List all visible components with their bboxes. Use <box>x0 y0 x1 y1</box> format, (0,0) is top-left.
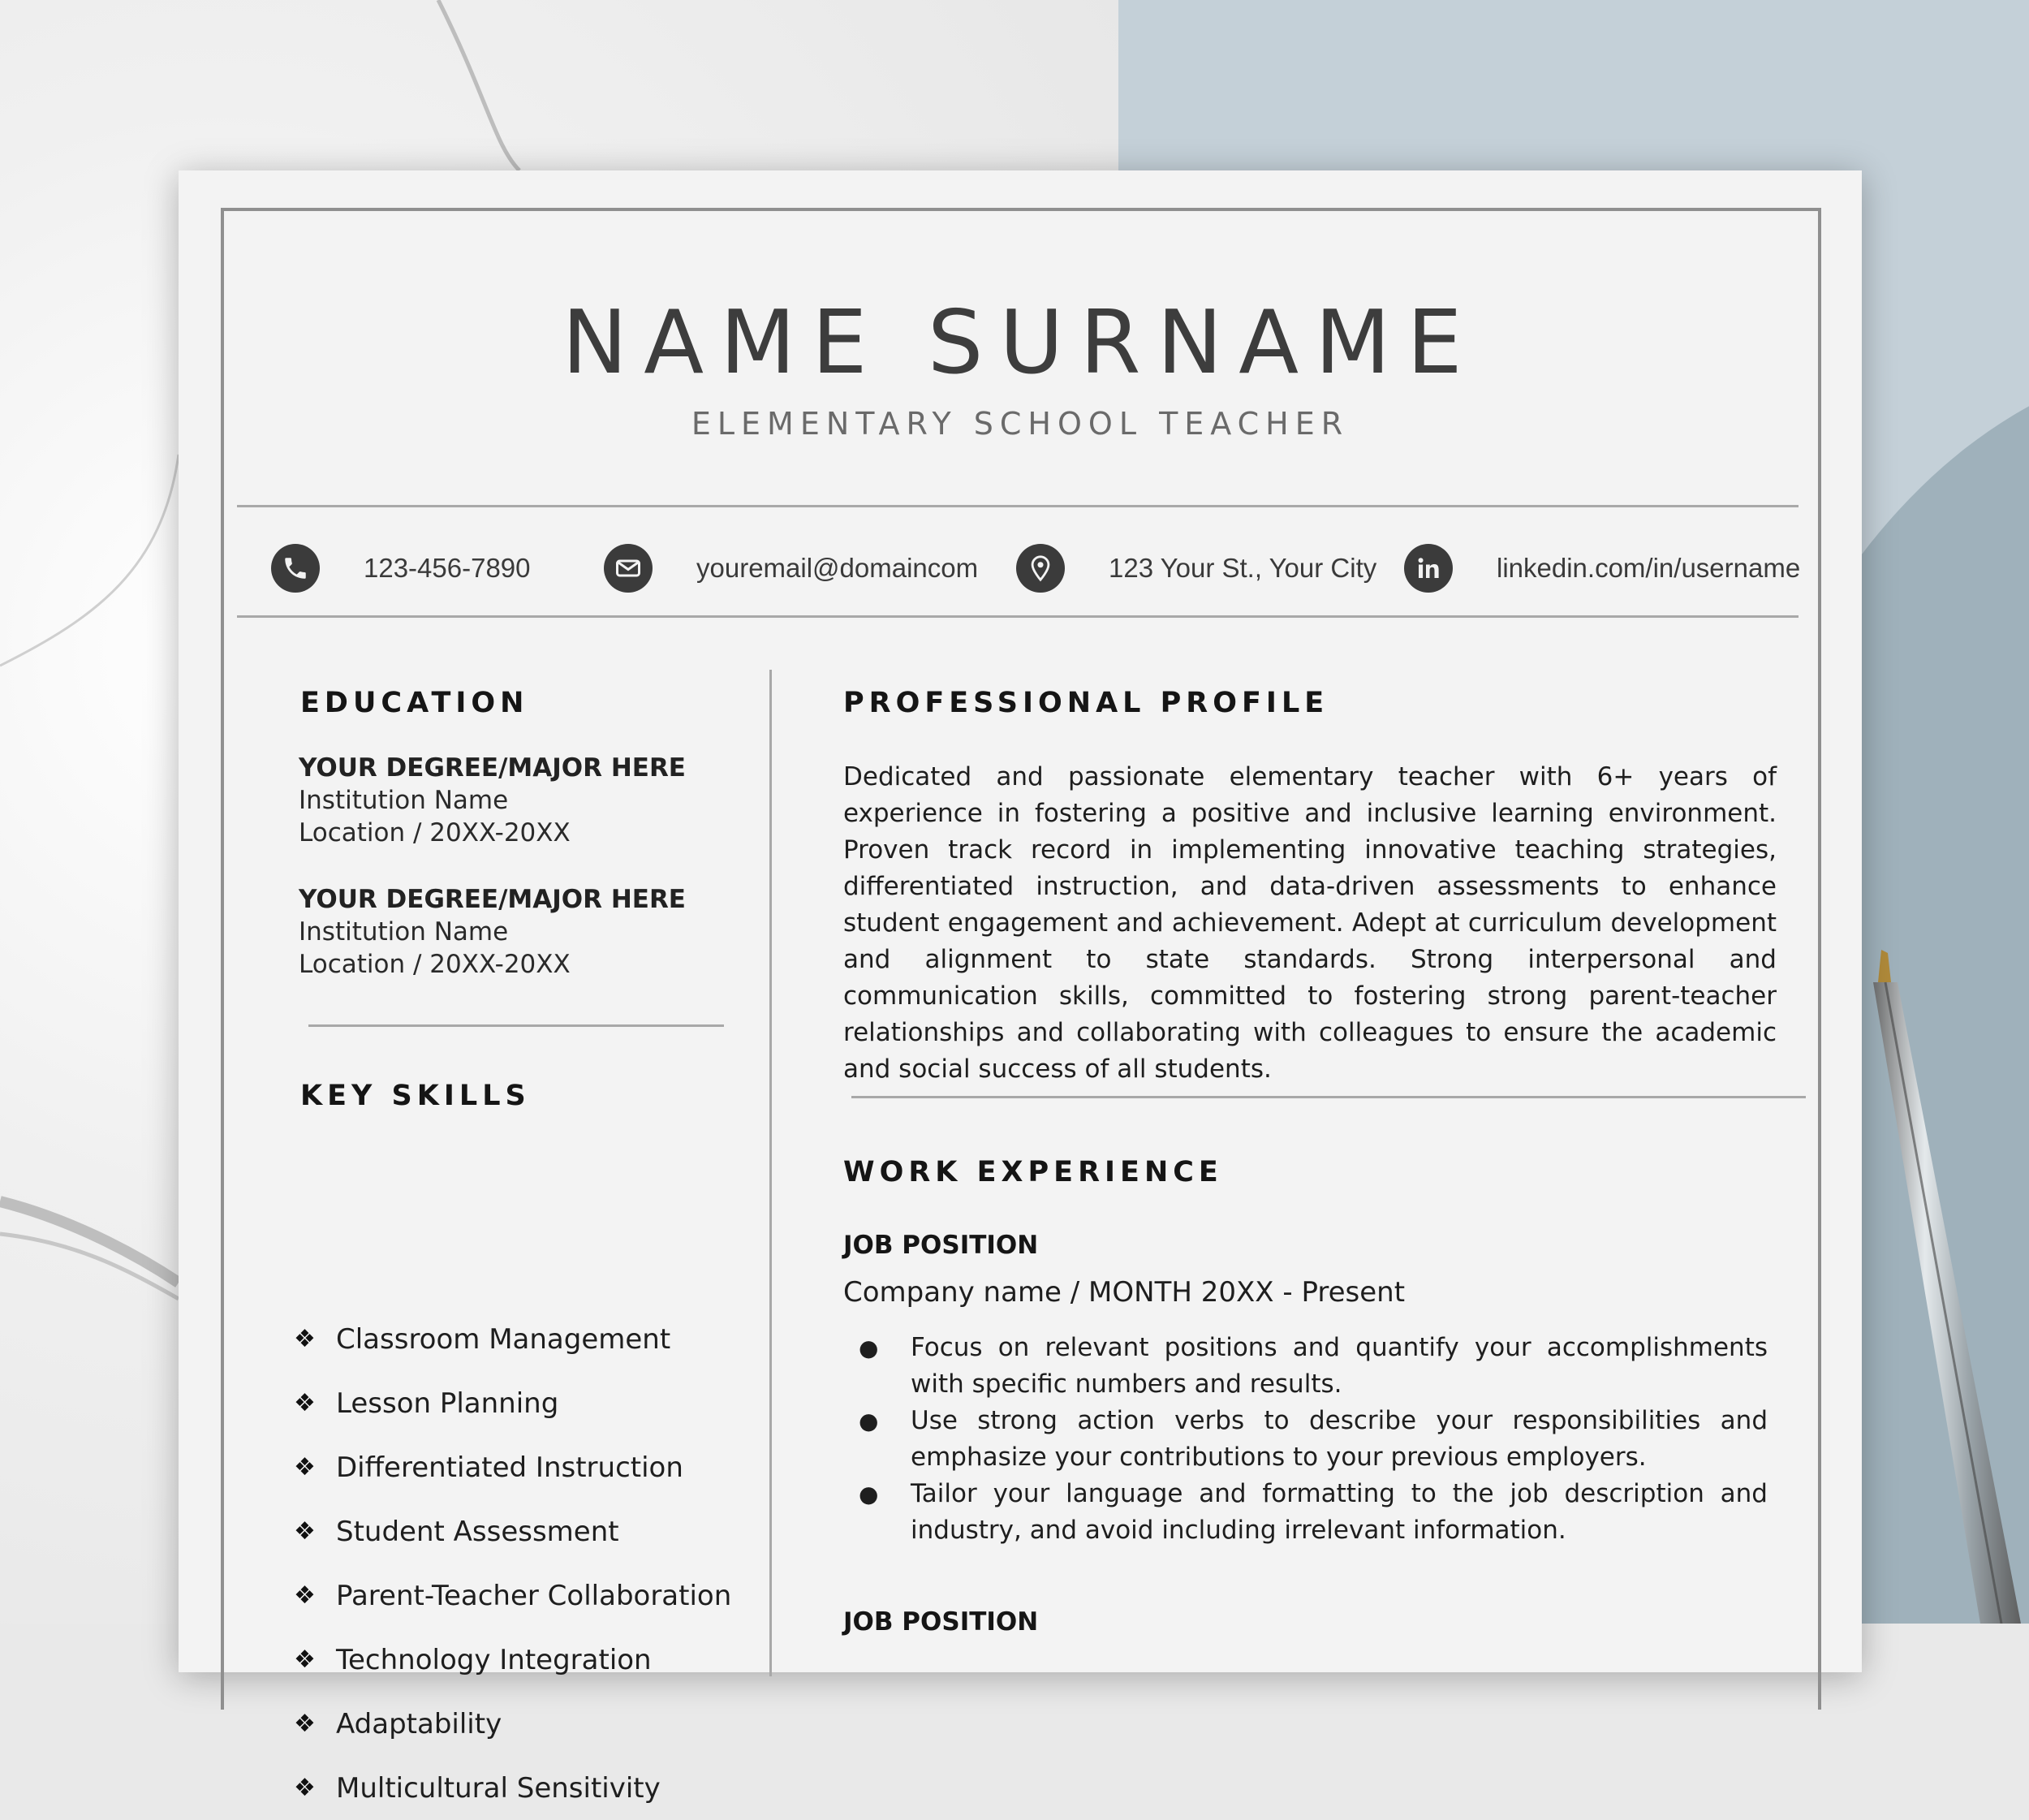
contact-email[interactable] <box>604 536 978 601</box>
skill-label: Classroom Management <box>336 1322 671 1356</box>
duty-item <box>859 1330 1768 1403</box>
skill-item <box>294 1628 731 1692</box>
skills-list <box>294 1307 731 1820</box>
education-location: Location / 20XX-20XX <box>299 950 571 979</box>
resume-name: NAME SURNAME <box>562 292 1479 394</box>
duty-text: Focus on relevant positions and quantify your accomplishments with specific numbers and results. <box>911 1333 1768 1399</box>
diamond-bullet-icon: ❖ <box>294 1325 316 1353</box>
duty-item <box>859 1476 1768 1549</box>
education-entry <box>299 883 686 981</box>
duty-item <box>859 1403 1768 1476</box>
email-icon <box>604 544 653 593</box>
bullet-dot-icon: ● <box>859 1408 879 1434</box>
degree: YOUR DEGREE/MAJOR HERE <box>299 753 686 783</box>
profile-text: Dedicated and passionate elementary teacher with 6+ years of experience in fostering a positive and inclusive learning environment. Proven track record in implementing innovative teaching strategies, differentiated instruction, and data-driven assessments to enhance student engagement and achievement. Adept at curriculum development and alignment to state standards. Strong interpersonal and communication skills, committed to fostering strong parent-teacher relationships and collaborating with colleagues to ensure the academic and social success of all students. <box>843 762 1777 1084</box>
skills-heading: KEY SKILLS <box>300 1080 531 1112</box>
skill-item <box>294 1756 731 1820</box>
skill-item <box>294 1307 731 1371</box>
street-address: 123 Your St., Your City <box>1109 553 1377 583</box>
email-address: youremail@domaincom <box>696 553 979 583</box>
column-divider <box>769 670 772 1676</box>
skill-label: Student Assessment <box>336 1515 619 1548</box>
skill-label: Parent-Teacher Collaboration <box>336 1579 732 1612</box>
duty-text: Use strong action verbs to describe your responsibilities and emphasize your contributions to your previous employers. <box>911 1406 1768 1472</box>
diamond-bullet-icon: ❖ <box>294 1645 316 1674</box>
company-dates: Company name / MONTH 20XX - Present <box>843 1276 1406 1309</box>
education-location: Location / 20XX-20XX <box>299 818 571 847</box>
education-heading: EDUCATION <box>300 687 529 719</box>
diamond-bullet-icon: ❖ <box>294 1517 316 1546</box>
skill-label: Differentiated Instruction <box>336 1451 683 1484</box>
diamond-bullet-icon: ❖ <box>294 1453 316 1481</box>
pen-image <box>1859 950 2021 1624</box>
skill-item <box>294 1692 731 1756</box>
job-position: JOB POSITION <box>843 1607 1039 1637</box>
profile-divider <box>851 1096 1806 1098</box>
skill-label: Lesson Planning <box>336 1387 559 1420</box>
contact-address[interactable] <box>1016 536 1376 601</box>
job-position: JOB POSITION <box>843 1231 1039 1260</box>
education-divider <box>308 1024 724 1027</box>
linkedin-icon <box>1404 544 1453 593</box>
phone-icon <box>271 544 320 593</box>
contact-linkedin[interactable] <box>1404 536 1800 601</box>
duties-list <box>859 1330 1768 1549</box>
institution: Institution Name <box>299 917 509 947</box>
skill-item <box>294 1371 731 1435</box>
skill-item <box>294 1499 731 1563</box>
header-divider-bottom <box>237 615 1799 618</box>
duty-text: Tailor your language and formatting to the job description and industry, and avoid including irrelevant information. <box>911 1479 1768 1545</box>
bullet-dot-icon: ● <box>859 1335 879 1361</box>
skill-item <box>294 1563 731 1628</box>
diamond-bullet-icon: ❖ <box>294 1710 316 1738</box>
skill-label: Technology Integration <box>336 1643 652 1676</box>
skill-label: Adaptability <box>336 1707 502 1740</box>
profile-heading: PROFESSIONAL PROFILE <box>843 687 1329 719</box>
contact-phone[interactable] <box>271 536 531 601</box>
location-icon <box>1016 544 1065 593</box>
diamond-bullet-icon: ❖ <box>294 1774 316 1802</box>
bullet-dot-icon: ● <box>859 1481 879 1507</box>
resume-job-title: ELEMENTARY SCHOOL TEACHER <box>691 406 1350 442</box>
header-divider-top <box>237 505 1799 507</box>
education-entry <box>299 752 686 849</box>
experience-heading: WORK EXPERIENCE <box>843 1156 1223 1188</box>
phone-number: 123-456-7890 <box>364 553 531 583</box>
degree: YOUR DEGREE/MAJOR HERE <box>299 885 686 914</box>
linkedin-url: linkedin.com/in/username <box>1497 553 1801 583</box>
resume-paper <box>179 170 1862 1805</box>
institution: Institution Name <box>299 786 509 815</box>
skill-label: Multicultural Sensitivity <box>336 1771 661 1805</box>
skill-item <box>294 1435 731 1499</box>
diamond-bullet-icon: ❖ <box>294 1389 316 1417</box>
diamond-bullet-icon: ❖ <box>294 1581 316 1610</box>
